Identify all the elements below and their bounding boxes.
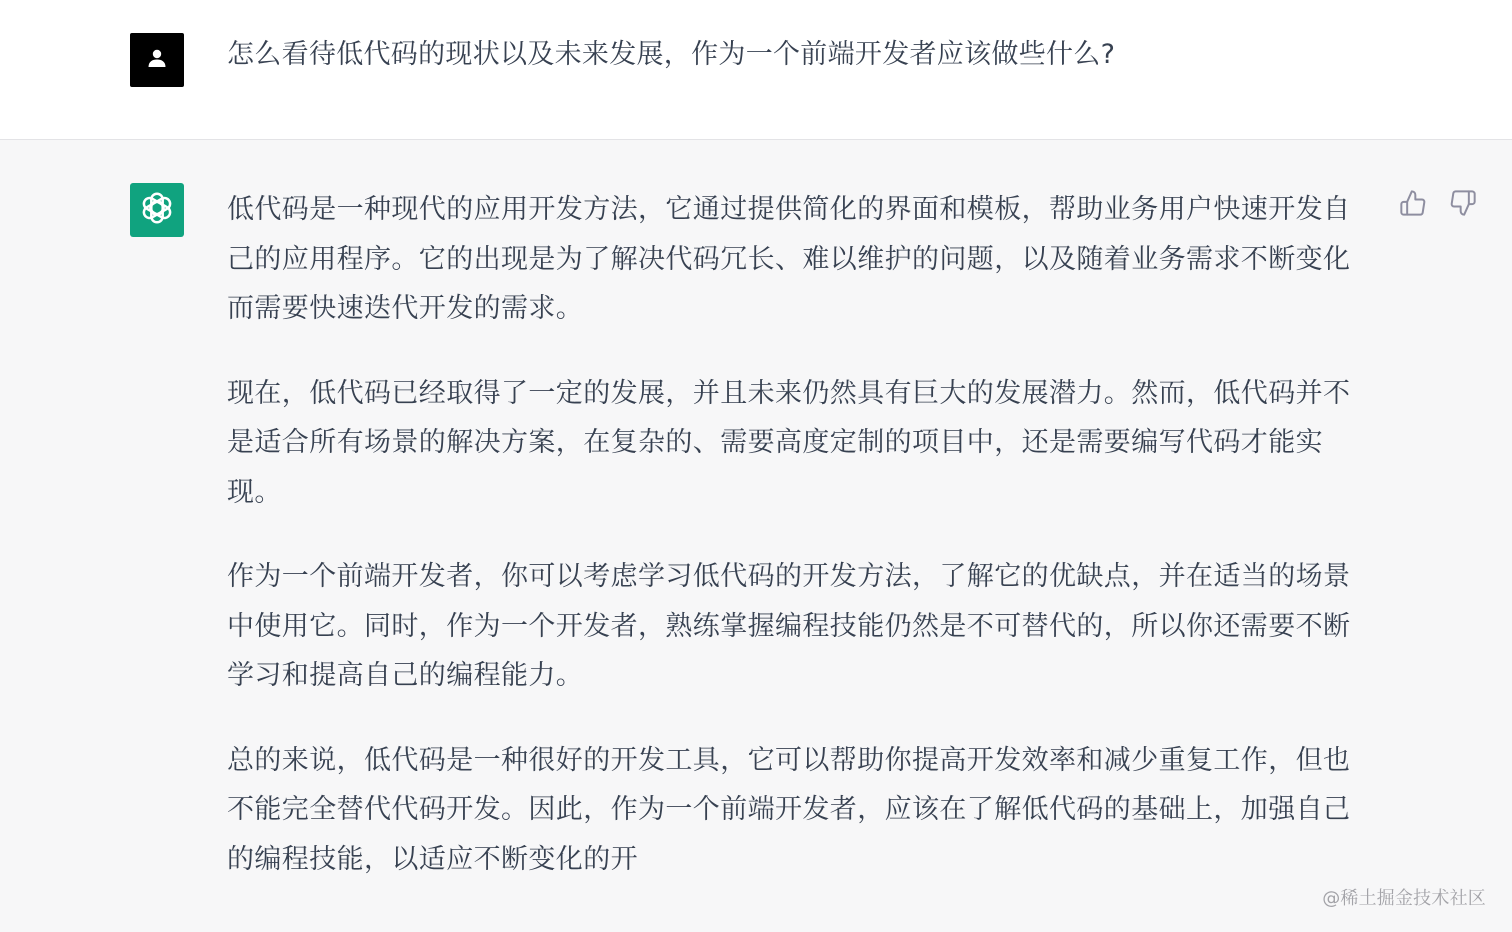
watermark: @稀土掘金技术社区 (1322, 888, 1486, 909)
assistant-message-row (0, 140, 1512, 932)
answer-paragraph: 总的来说，低代码是一种很好的开发工具，它可以帮助你提高开发效率和减少重复工作，但也不能完全替代代码开发。因此，作为一个前端开发者，应该在了解低代码的基础上，加强自己的编程技能，以适应不断变化的开 (227, 744, 1351, 875)
dislike-button[interactable] (1448, 188, 1478, 222)
assistant-answer (227, 185, 1355, 919)
openai-logo-icon (138, 189, 176, 231)
user-icon (145, 46, 169, 74)
answer-paragraph: 现在，低代码已经取得了一定的发展，并且未来仍然具有巨大的发展潜力。然而，低代码并不是适合所有场景的解决方案，在复杂的、需要高度定制的项目中，还是需要编写代码才能实现。 (227, 377, 1351, 508)
user-message-row (0, 0, 1512, 140)
assistant-avatar (130, 183, 184, 237)
answer-paragraph: 作为一个前端开发者，你可以考虑学习低代码的开发方法，了解它的优缺点，并在适当的场景中使用它。同时，作为一个开发者，熟练掌握编程技能仍然是不可替代的，所以你还需要不断学习和提高自己的编程能力。 (227, 561, 1351, 691)
user-avatar (130, 33, 184, 87)
user-message-text: 怎么看待低代码的现状以及未来发展，作为一个前端开发者应该做些什么? (227, 39, 1116, 70)
thumbs-up-icon (1399, 189, 1427, 221)
thumbs-down-icon (1449, 189, 1477, 221)
like-button[interactable] (1398, 188, 1428, 222)
answer-paragraph: 低代码是一种现代的应用开发方法，它通过提供简化的界面和模板，帮助业务用户快速开发自己的应用程序。它的出现是为了解决代码冗长、难以维护的问题，以及随着业务需求不断变化而需要快速迭代开发的需求。 (227, 194, 1351, 324)
